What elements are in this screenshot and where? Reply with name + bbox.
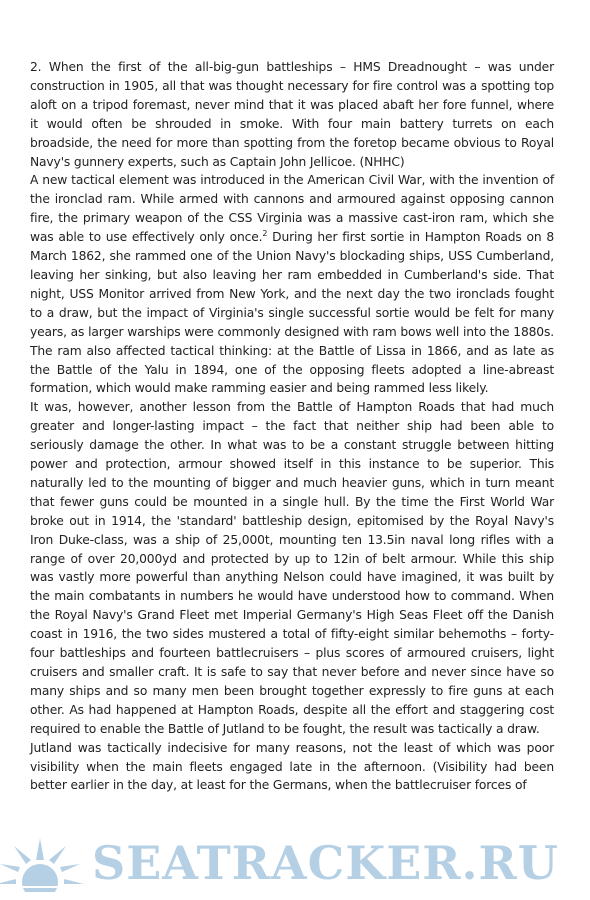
footnote-marker: 2: [262, 229, 268, 239]
watermark: [0, 812, 590, 900]
body-paragraph: It was, however, another lesson from the Battle of Hampton Roads that had much greater and longer-lasting impact – the fact that neither ship had been able to seriously damage the other. In what was to be a constant struggle between hitting power and protection, armour showed itself in this instance to be superior. This naturally led to the mounting of bigger and much heavier guns, which in turn meant that fewer guns could be mounted in a single hull. By the time the First World War broke out in 1914, the 'standard' battleship design, epitomised by the Royal Navy's Iron Duke-class, was a ship of 25,000t, mounting ten 13.5in naval long rifles with a range of over 20,000yd and protected by up to 12in of belt armour. While this ship was vastly more powerful than anything Nelson could have imagined, it was built by the main combatants in numbers he would have understood how to command. When the Royal Navy's Grand Fleet met Imperial Germany's High Seas Fleet off the Danish coast in 1916, the two sides mustered a total of fifty-eight similar behemoths – forty-four battleships and fourteen battlecruisers – plus scores of armoured cruisers, light cruisers and smaller craft. It is safe to say that never before and never since have so many ships and so many men been brought together expressly to fire guns at each other. As had happened at Hampton Roads, despite all the effort and staggering cost required to enable the Battle of Jutland to be fought, the result was tactically a draw.: [30, 400, 554, 736]
page-body: [30, 58, 554, 795]
body-paragraph: Jutland was tactically indecisive for many reasons, not the least of which was poor visibility when the main fleets engaged late in the afternoon. (Visibility had been better earlier in the day, at least for the Germans, when the battlecruiser forces of: [30, 740, 554, 793]
figure-caption: 2. When the first of the all-big-gun battleships – HMS Dreadnought – was under construction in 1905, all that was thought necessary for fire control was a spotting top aloft on a tripod foremast, never mind that it was placed abaft her fore funnel, where it would often be shrouded in smoke. With four main battery turrets on each broadside, the need for more than spotting from the foretop became obvious to Royal Navy's gunnery experts, such as Captain John Jellicoe. (NHHC): [30, 60, 554, 169]
body-paragraph: [30, 171, 554, 398]
paragraph-text: A new tactical element was introduced in the American Civil War, with the invention of the ironclad ram. While armed with cannons and armoured against opposing cannon fire, the primary weapon of the CSS Virginia was a massive cast-iron ram, which she was able to use effectively only once.: [30, 173, 554, 245]
sun-logo-icon: [0, 812, 92, 900]
paragraph-text: During her first sortie in Hampton Roads on 8 March 1862, she rammed one of the Union Navy's blockading ships, USS Cumberland, leaving her sinking, but also leaving her ram embedded in Cumberland's side. That night, USS Monitor arrived from New York, and the next day the two ironclads fought to a draw, but the impact of Virginia's single successful sortie would be felt for many years, as larger warships were commonly designed with ram bows well into the 1880s. The ram also affected tactical thinking: at the Battle of Lissa in 1866, and as late as the Battle of the Yalu in 1894, one of the opposing fleets adopted a line-abreast formation, which would make ramming easier and being rammed less likely.: [30, 230, 555, 396]
watermark-text: SEATRACKER.RU: [92, 836, 559, 890]
